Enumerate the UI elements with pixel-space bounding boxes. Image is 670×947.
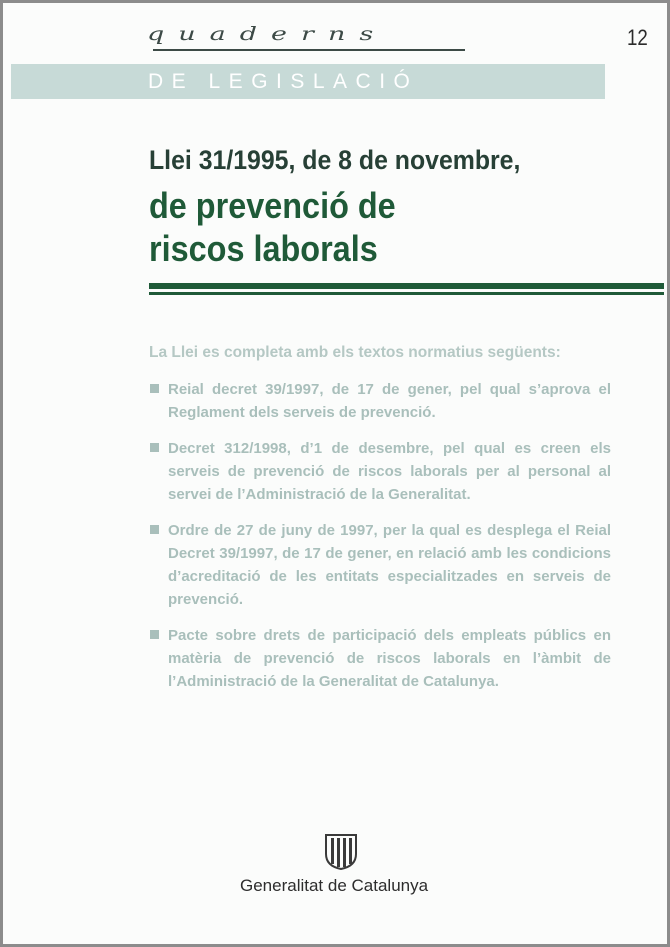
- series-script-title: quaderns: [147, 23, 388, 45]
- square-bullet-icon: [150, 630, 159, 639]
- list-item: [149, 437, 611, 506]
- list-item-text: Decret 312/1998, d’1 de desembre, pel qual es creen els serveis de prevenció de riscos laborals per al personal al servei de l’Administració de la Generalitat.: [168, 440, 611, 503]
- list-item-text: Pacte sobre drets de participació dels empleats públics en matèria de prevenció de riscos laborals en l’àmbit de l’Administració de la Generalitat de Catalunya.: [168, 627, 611, 690]
- issue-number: 12: [627, 25, 648, 50]
- square-bullet-icon: [150, 384, 159, 393]
- title-rule-thin: [149, 292, 664, 295]
- square-bullet-icon: [150, 443, 159, 452]
- series-script-rule: [153, 49, 465, 51]
- list-item-text: Ordre de 27 de juny de 1997, per la qual es desplega el Reial Decret 39/1997, de 17 de gener, en relació amb les condicions d’acreditació de les entitats especialitzades en serveis de prevenció.: [168, 522, 611, 608]
- title-rule-thick: [149, 283, 664, 289]
- list-item: [149, 624, 611, 693]
- publisher-name: Generalitat de Catalunya: [240, 876, 429, 895]
- square-bullet-icon: [150, 525, 159, 534]
- catalan-government-seal-icon: [323, 832, 359, 870]
- list-item: [149, 378, 611, 424]
- list-item: [149, 519, 611, 611]
- intro-text: La Llei es completa amb els textos normatius següents:: [149, 344, 561, 361]
- list-item-text: Reial decret 39/1997, de 17 de gener, pel qual s’aprova el Reglament dels serveis de prevenció.: [168, 381, 611, 421]
- law-title-line2: de prevenció de: [149, 185, 396, 226]
- normative-texts-list: [149, 378, 611, 706]
- law-title-line3: riscos laborals: [149, 228, 378, 269]
- series-subtitle: DE LEGISLACIÓ: [148, 70, 419, 93]
- law-title-line1: Llei 31/1995, de 8 de novembre,: [149, 145, 521, 175]
